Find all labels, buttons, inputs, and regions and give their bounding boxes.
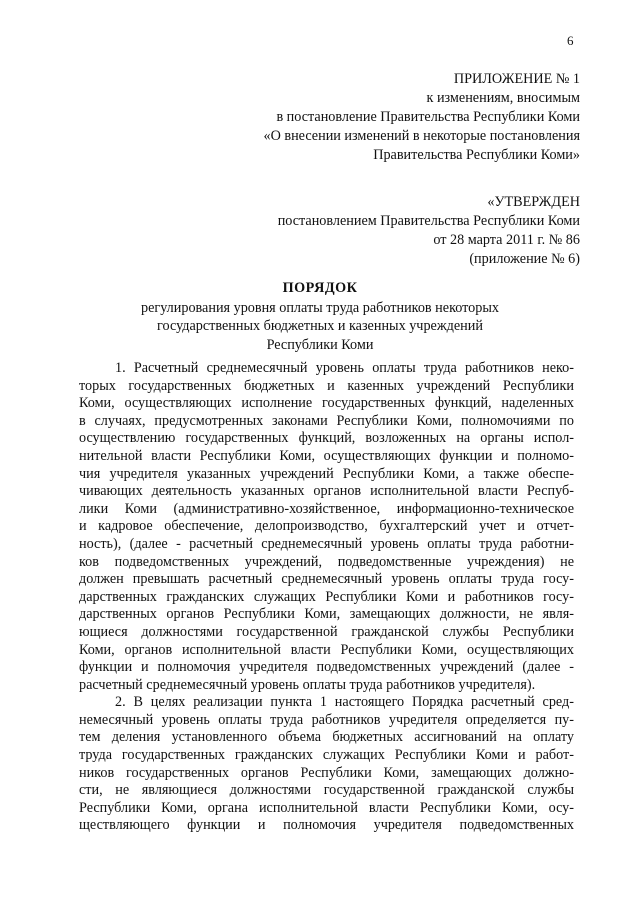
paragraph-line: нительной власти Республики Коми, осуществляющих функции и полномо- (79, 447, 574, 464)
approval-block (278, 193, 580, 269)
appendix-line: Правительства Республики Коми» (373, 147, 580, 163)
paragraph-line: сти, не являющиеся должностями государственной гражданской службы (79, 782, 574, 799)
appendix-line: в постановление Правительства Республики Коми (276, 109, 580, 125)
approval-line: постановлением Правительства Республики Коми (277, 213, 580, 229)
appendix-block (264, 70, 581, 165)
paragraph-line: функции и полномочия учредителя подведомственных учреждений (далее - (79, 659, 574, 676)
paragraph-line: ников государственных органов Республики Коми, замещающих должно- (79, 764, 574, 781)
paragraph-line: должен превышать расчетный среднемесячный уровень оплаты труда госу- (79, 571, 574, 588)
paragraph-line: ность), (далее - расчетный среднемесячный уровень оплаты труда работни- (79, 535, 574, 552)
title-subtitle-line: Республики Коми (266, 336, 374, 353)
approval-line: (приложение № 6) (469, 251, 580, 267)
appendix-line: «О внесении изменений в некоторые постановления (263, 128, 580, 144)
title-subtitle-line: государственных бюджетных и казенных учреждений (157, 318, 483, 334)
paragraph-line: дарственных гражданских служащих Республики Коми и работников госу- (79, 588, 574, 605)
paragraph-line: чивающих деятельность указанных органов исполнительной власти Респуб- (79, 483, 574, 500)
paragraph-line: дарственных органов Республики Коми, замещающих должности, не явля- (79, 606, 574, 623)
title-subtitle-line: регулирования уровня оплаты труда работников некоторых (141, 299, 499, 316)
appendix-line: к изменениям, вносимым (426, 90, 580, 106)
document-title (0, 279, 640, 354)
paragraph-line: осуществлению государственных функций, возложенных на органы испол- (79, 430, 574, 447)
paragraph-line: ющиеся должностями государственной гражданской службы Республики (79, 623, 574, 640)
paragraph-line: тем деления установленного объема бюджетных ассигнований на оплату (79, 729, 574, 746)
paragraph-line: немесячный уровень оплаты труда работников учредителя определяется пу- (79, 711, 574, 728)
title-heading: ПОРЯДОК (282, 280, 358, 296)
paragraph-line: 2. В целях реализации пункта 1 настоящего Порядка расчетный сред- (115, 694, 574, 711)
page-number: 6 (567, 33, 574, 48)
paragraph-line: торых государственных бюджетных и казенных учреждений Республики (79, 377, 574, 394)
paragraph-line: Коми, осуществляющих исполнение государственных функций, наделенных (79, 395, 574, 412)
paragraph-line: Коми, органов исполнительной власти Республики Коми, осуществляющих (79, 641, 574, 658)
paragraph-line: лики Коми (административно-хозяйственное, информационно-техническое (79, 500, 574, 517)
paragraph (79, 694, 574, 835)
approval-line: «УТВЕРЖДЕН (487, 194, 580, 210)
paragraph-line: чия учредителя указанных учреждений Республики Коми, а также обеспе- (79, 465, 574, 482)
paragraph-line: расчетный среднемесячный уровень оплаты труда работников учредителя). (79, 676, 536, 693)
paragraph-line: 1. Расчетный среднемесячный уровень оплаты труда работников неко- (115, 360, 574, 376)
paragraph-line: ков подведомственных учреждений, подведомственные учреждения) не (79, 553, 574, 570)
paragraph (79, 360, 574, 694)
paragraph-line: ществляющего функции и полномочия учредителя подведомственных (79, 817, 574, 834)
appendix-line: ПРИЛОЖЕНИЕ № 1 (453, 71, 580, 87)
paragraph-line: Республики Коми, органа исполнительной власти Республики Коми, осу- (79, 799, 574, 816)
paragraph-line: труда государственных гражданских служащих Республики Коми и работ- (79, 747, 574, 764)
approval-line: от 28 марта 2011 г. № 86 (433, 232, 580, 248)
paragraph-line: в случаях, предусмотренных законами Республики Коми, полномочиями по (79, 412, 574, 429)
paragraph-line: и кадровое обеспечение, делопроизводство, бухгалтерский учет и отчет- (79, 518, 574, 535)
document-body (79, 360, 574, 835)
